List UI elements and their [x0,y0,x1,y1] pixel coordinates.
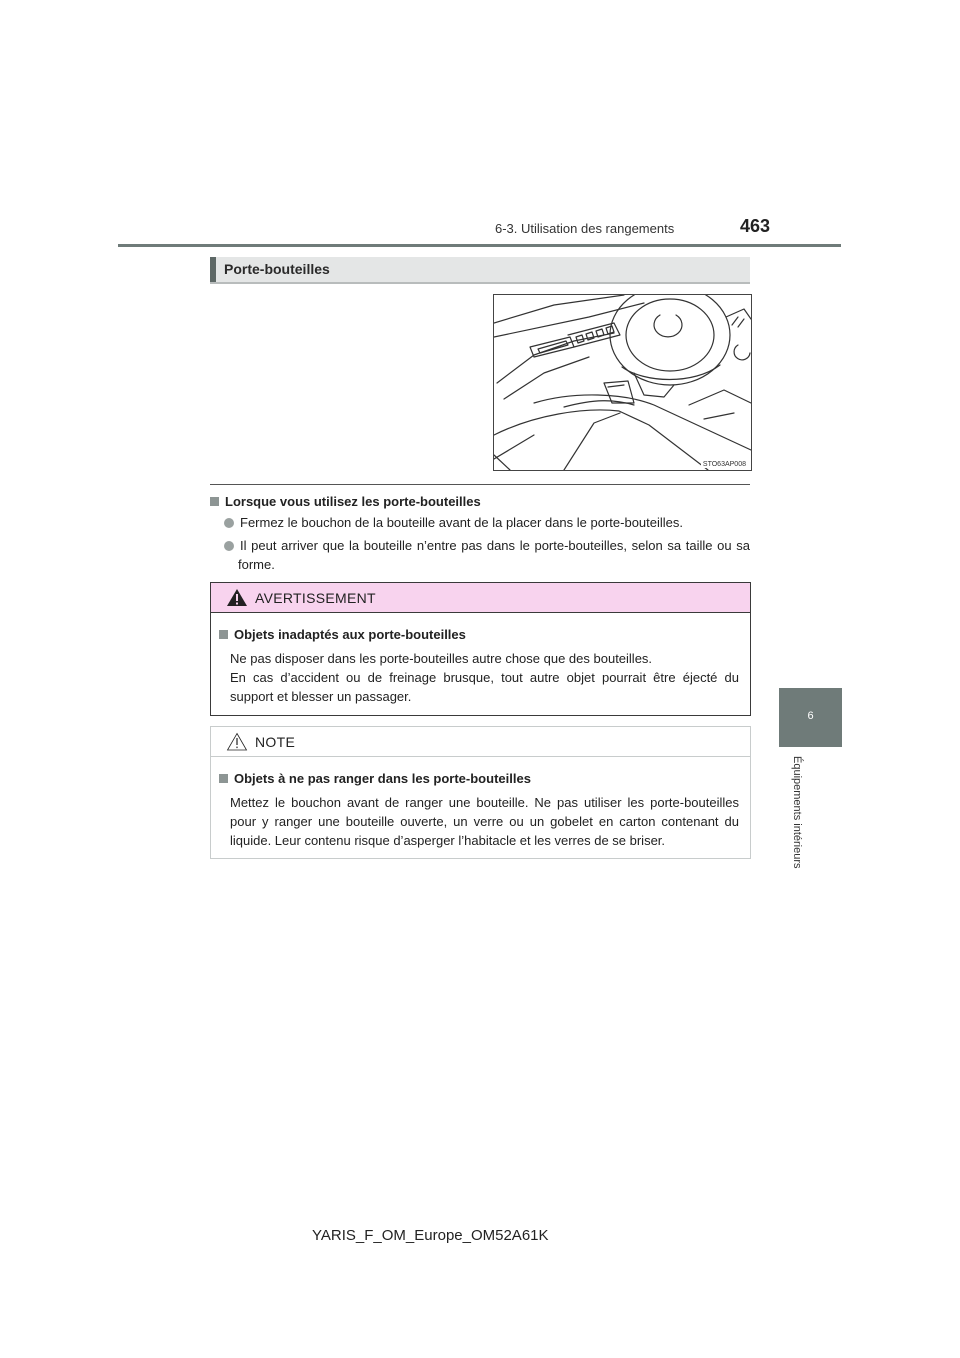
round-bullet-icon [224,541,234,551]
note-text: Mettez le bouchon avant de ranger une bouteille. Ne pas utiliser les porte-bouteilles pour y ranger une bouteille ouverte, un verre ou un gobelet en carton contenant du liquide. Leur contenu risque d’asperger l’habitacle et les verres de se briser. [230,795,739,848]
chapter-title: Équipements intérieurs [791,756,803,869]
document-code: YARIS_F_OM_Europe_OM52A61K [312,1227,549,1244]
warning-label: AVERTISSEMENT [255,590,376,606]
square-bullet-icon [219,774,228,783]
section-divider [210,484,750,485]
car-interior-drawing [494,295,751,470]
warning-line-1: Ne pas disposer dans les porte-bouteilles autre chose que des bouteilles. [230,651,653,666]
note-body [219,769,739,850]
note-label: NOTE [255,734,296,750]
page-header [0,0,960,260]
caution-outline-icon [226,732,248,751]
note-header [211,727,750,757]
usage-bullet-2: Il peut arriver que la bouteille n’entre pas dans le porte-bouteilles, selon sa taille ou sa forme. [224,536,750,574]
usage-bullet-1: Fermez le bouchon de la bouteille avant de la placer dans le porte-bouteilles. [224,513,750,532]
page-number: 463 [740,216,771,236]
warning-body [219,625,739,706]
chapter-tab[interactable] [779,688,842,747]
illustration-code: STO63AP008 [702,461,746,468]
warning-box [210,582,751,716]
warning-triangle-icon [226,588,248,607]
round-bullet-icon [224,518,234,528]
section-heading-bar [210,257,750,284]
warning-subheading: Objets inadaptés aux porte-bouteilles [219,625,739,644]
warning-line-2: En cas d’accident ou de freinage brusque, tout autre objet pourrait être éjecté du support et blesser un passager. [230,670,739,704]
usage-subheading: Lorsque vous utilisez les porte-bouteilles [210,492,750,511]
note-box [210,726,751,859]
section-reference: 6-3. Utilisation des rangements [495,221,675,236]
square-bullet-icon [219,630,228,639]
section-title: Porte-bouteilles [224,261,330,277]
square-bullet-icon [210,497,219,506]
warning-header [211,583,750,613]
chapter-number: 6 [807,710,814,722]
section-heading-accent [210,257,216,282]
header-rule [118,244,841,247]
cup-holder-illustration [493,294,752,471]
note-subheading: Objets à ne pas ranger dans les porte-bouteilles [219,769,739,788]
